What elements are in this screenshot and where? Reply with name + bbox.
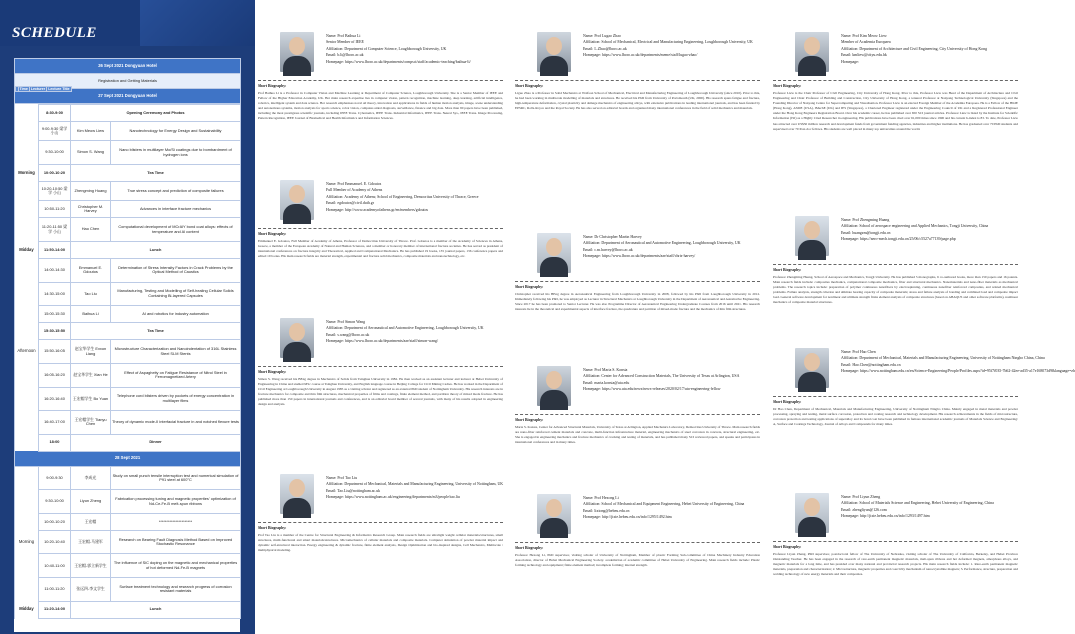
speaker-name: Name: Prof Hao Chen: [841, 350, 876, 354]
bio-heading: Short Biography:: [258, 370, 287, 374]
session-cell: Midday: [15, 241, 39, 258]
speaker-bio: Prof Baihua Li is a Professor in Computer Vision and Machine Learning at Department of Computer Science, Loughborough University. She is a Senior Member of IEEE and Fellow of the Higher Education Academy, UK. Her main research expertise lies in computer vision, pattern recognition, machine learning, deep learning, artificial intelligence, robotics, intelligent system and data science. Her research emphasises novel AI theory, innovation and applications in fields of human motion analysis, image, scene understanding and autonomous systems, motion analysis for sports science, robot vision, computer-aided diagnosis, surveillance, finance and big data. More than 90 papers have been published, including the most prestigious scientific journals, including IEEE Trans. Cybernetics, IEEE Trans. Industrial Informatics, IEEE Trans. Neural Sys., IEEE Trans. Image Processing, Pattern Recognition, IEEE Journal of Biomedical and Health Informatics and Information Sciences.: [258, 91, 503, 121]
time-cell: 9:00-9:30: [39, 466, 71, 490]
speaker-info: [326, 181, 501, 213]
speaker-bio: Professor Liyun Zheng, PhD supervisor, postdoctoral fellow of The University of Nebraska, visiting scholar of The University of California, Berkeley, and Hebei Province Outstanding Teacher. He has been engaged in the research of rare-earth permanent magnetic materials, melt-spun ribbons and hot deformed magnets, amorphous alloys, and magnetic materials for a long time, and has presided over many national and provincial research projects. His main research fields include: 1. Rare-earth permanent magnetic materials, preparation and characterization; 2. Microstructure, magnetic properties and coercivity mechanism of nanocrystalline magnets; 3. Performance, structure, preparation and welding technology of new energy materials and their composites.: [773, 552, 1018, 577]
lecturer-cell: 王宏帽-郭立新学生: [71, 554, 111, 578]
schedule-panel: [0, 0, 255, 634]
lecture-title-cell: **********************: [111, 513, 241, 530]
speaker-detail: Affiliation: Department of Aeronautical and Automotive Engineering, Loughborough University, UK: [583, 241, 741, 246]
speaker-photo: [537, 32, 571, 72]
schedule-row: [15, 601, 241, 618]
speaker-detail: Full Member of Academy of Athens: [326, 188, 383, 193]
lecture-title-cell: Nanotechnology for Energy Design and Sustainability: [111, 122, 241, 141]
session-cell: [15, 282, 39, 306]
speaker-bio: Professor Hexong Li, PhD supervisor, visiting scholar of University of Nottingham, Member of plastic Forming Sub-committee of China Machinery Industry Education Association, director of Hebei Mechanical Engineering Society. academician of academic committee of Hebei University of Engineering. Main research fields include: Plastic forming technology and equipment; finite element method; incomplete forming; internal strength.: [515, 553, 760, 568]
time-cell: 11:00-11:20: [39, 578, 71, 602]
time-cell: 11:50-14:00: [39, 241, 71, 258]
speaker-name: Name: Prof Lugao Zhao: [583, 34, 621, 38]
lecturer-cell: 赵宝华学生 Xian He: [71, 363, 111, 387]
speaker-photo: [537, 366, 571, 406]
speaker-photo: [537, 494, 571, 534]
speaker-bio: Professor Zhengming Huang, School of Aerospace and Mechanics, Tongji University. He has published 5 monographs, 6 co-authored books, more than 150 papers and 16 patents. Main research fields include: composites mechanics, computational composite mechanics, fiber and structural mechanics. Nanomaterials and nano-fiber materials as mechanical problems. The research topics include: preparation of polymer continuous nanofibers by electrospinning, continuous nanofiber reinforced composites, and related mechanical problems. Failure analysis, strength criterion and ultimate bearing capacity of composite materials; stress and failure analysis of bonding and combined load and composite impact load. General software development for nonlinear and ultimate strength finite element analysis of composite structures (based on ABAQUS and other software platforms), nonlinear mechanics of composite material structures.: [773, 275, 1018, 305]
column-header-time: Time: [19, 87, 28, 91]
speaker-detail: Affiliation: Department of Mechanical, Materials and Manufacturing Engineering, University of Nottingham, UK: [326, 482, 504, 487]
bio-heading: Short Biography:: [515, 546, 544, 550]
schedule-row: [15, 466, 241, 490]
time-cell: 9:00-9:30 梁学 小山: [39, 122, 71, 141]
speaker-detail[interactable]: Homepage: https://aero-mech.tongji.edu.cn/25/06/c5527a77139/page.php: [841, 237, 956, 242]
lecturer-cell: 王宏帽学生 Tianyu Chen: [71, 411, 111, 435]
lecture-title-cell: Research on Bearing Fault Diagnosis Method Based on Improved Stochastic Resonance: [111, 530, 241, 554]
schedule-row: [15, 122, 241, 141]
schedule-row: [15, 218, 241, 242]
speaker-detail: Affiliation: Department of Mechanical, Materials and Manufacturing Engineering, University of Nottingham Ningbo China, China: [841, 356, 1045, 361]
speaker-name: Name: Dr Christopher Martin Harvey: [583, 235, 642, 239]
lecture-title-cell: Surface treatment technology and research progress of corrosion resistant materials: [111, 578, 241, 602]
schedule-table: [14, 58, 241, 619]
time-cell: 10:40-11:00: [39, 554, 71, 578]
session-cell: Midday: [15, 601, 39, 618]
divider: [515, 414, 760, 415]
session-cell: [15, 578, 39, 602]
schedule-row: [15, 241, 241, 258]
time-cell: 18:00: [39, 434, 71, 451]
time-cell: 8:30-9:00: [39, 104, 71, 121]
speaker-detail[interactable]: Email: b.li@lboro.ac.uk: [326, 53, 364, 58]
speaker-photo: [537, 233, 571, 273]
session-cell: Morning: [15, 530, 39, 554]
speakers-column-3: [773, 28, 1075, 628]
session-cell: [15, 201, 39, 218]
session-cell: [15, 387, 39, 411]
schedule-row: [15, 578, 241, 602]
time-cell: 14:30-15:00: [39, 282, 71, 306]
lecture-title-cell: True stress concept and prediction of composite failures: [111, 182, 241, 201]
speaker-name: Name: Prof Zhengming Huang: [841, 218, 890, 222]
speaker-detail[interactable]: Email: maria.konsta@uta.edu: [583, 380, 630, 385]
speaker-detail: Affiliation: Academy of Athens; School of Engineering, Democritus University of Thrace, Greece: [326, 194, 479, 199]
speaker-detail[interactable]: Email: c.m.harvey@lboro.ac.uk: [583, 247, 633, 252]
time-cell: 16:40-17:00: [39, 411, 71, 435]
time-cell: 9:30-10:00: [39, 490, 71, 514]
schedule-title: SCHEDULE: [12, 25, 97, 41]
speaker-detail[interactable]: Homepage: http://jixie.hebeu.edu.cn/info/1293/1497.htm: [841, 514, 930, 519]
speaker-detail: Affiliation: Department of Architecture and Civil Engineering, City University of Hong Kong: [841, 46, 988, 51]
speaker-bio: Professor Liew is the Chair Professor of Civil Engineering, City University of Hong Kong. Prior to this, Professor Liew was Head of the Department of Architecture and Civil Engineering and Chair Professor of Building and Construction, City University of Hong Kong, a tenured Professor at Nanyang Technological University (Singapore) and the Founding Director of Nanyang Centre for Supercomputing and Visualisation. Professor Liew is an elected Foreign Member of the Academia Europaea. He is a Fellow of the HKIE (Hong Kong), ASME (USA), IMechE (UK) and IES (Singapore), a Chartered Engineer registered under the Engineering Council of UK and a Registered Professional Engineer under the Hong Kong Engineers Registration Board. Over his academic career, he has published over 650 SCI journal articles. Professor Liew is listed by the Institute for Scientific Information (ISI) as a Highly Cited Researcher in engineering. His publications have been cited over 61,000 times since 1990 and his current h-index is 83. To date, Professor Liew has attracted over US$30 million research and development funds from government funding agencies, industries and higher institutions. He has graduated over 70 PhD students and supervised over 70 Post-doc fellows. His students are well placed in many top universities around the world.: [773, 91, 1018, 131]
lecture-title-cell: Effect of Aspagheity on Fatigue Resistance of Nitrol Steel in Ferromagnetized Artery: [111, 363, 241, 387]
speaker-detail: Affiliation: Center for Advanced Construction Materials, The University of Texas at Arlington, USA: [583, 374, 740, 379]
speaker-detail[interactable]: Homepage: http://jixie.hebeu.edu.cn/info/1295/1492.htm: [583, 515, 672, 520]
session-cell: [15, 259, 39, 283]
time-cell: 15:00-15:30: [39, 306, 71, 323]
schedule-sheet: [14, 58, 240, 632]
schedule-row: [15, 141, 241, 165]
lecturer-cell: Zhengming Huang: [71, 182, 111, 201]
time-cell: 10:20-10:50 梁学 小山: [39, 182, 71, 201]
schedule-row: [15, 201, 241, 218]
time-cell: 16:05-16:20: [39, 363, 71, 387]
speaker-name: Name: Prof Kim Meow Liew: [841, 34, 887, 38]
schedule-row: [15, 411, 241, 435]
speaker-photo: [795, 493, 829, 533]
speaker-bio: Simon S. Wang received his BEng degree in Mechanics of Solids from Tsinghua University in 1982. He then worked as an assistant lecturer and lecturer at Hebei University of Engineering in China and studied MSc course at Tsinghua University, and English language course in Beijing College for Civil Mining Cadres. He has worked in the Department of Civil Engineering at Loughborough University in August 1985 as a visiting scholar and registered as an external PhD student of Nottingham University. His research interests are in fracture mechanics for composite and thin film structures, mechanical properties of films and coatings, finite element method, and partition theory of mixed mode fracture. He has published more than 150 papers in international journals and conferences, and is an editorial board member of several journals, with many of his results adopted in engineering design and analysis.: [258, 377, 503, 407]
speaker-detail[interactable]: Email: egdoutos@civil.duth.gr: [326, 201, 374, 206]
session-cell: [15, 513, 39, 530]
schedule-row: [15, 530, 241, 554]
speaker-bio: Christopher received his BEng degree in Aeronautical Engineering from Loughborough University in 2008, followed by his PhD from Loughborough University in 2012. Immediately following his PhD, he was employed as Lecturer in Structural Mechanics at Loughborough University in the Department of Aeronautical and Automotive Engineering. Since 2017 he has been promoted to Senior Lecturer. He was also Programme Director of Aeronautical Engineering Undergraduate Courses from 2016 until 2021. His research interests lie in the theoretical and experimental aspects of interface fracture, the quadrature and partition of mixed-mode fracture and the mechanics of thin film structures.: [515, 292, 760, 312]
speaker-photo: [795, 32, 829, 72]
session-cell: [15, 218, 39, 242]
divider: [515, 542, 760, 543]
divider: [258, 522, 503, 523]
speaker-name: Name: Prof Emmanuel. E. Gdoutos: [326, 182, 382, 186]
row-label: 26 Sept 2021 Dongyuan Hotel: [15, 59, 241, 74]
time-cell: 11:20-11:50 梁学 小山: [39, 218, 71, 242]
speaker-info: [583, 495, 758, 521]
time-cell: 15:30-15:50: [39, 323, 71, 340]
speaker-detail[interactable]: Email: kmliew@cityu.edu.hk: [841, 53, 887, 58]
speaker-detail: Affiliation: School of Mechanical and Equipment Engineering, Hebei University of Engineering, China: [583, 502, 745, 507]
schedule-row: [15, 387, 241, 411]
divider: [773, 80, 1018, 81]
lecturer-cell: 王宏帽学生 Bo Yuan: [71, 387, 111, 411]
schedule-row: [15, 104, 241, 121]
lecture-title-cell: Theory of dynamic mode-II interfacial fracture in and notched flexure tests: [111, 411, 241, 435]
speaker-bio: Emmanuel E. Gdoutos, Full Member of Academy of Athens, Professor of Democritus University of Thrace. Prof. Gdoutos is a member of the Academy of Sciences in Athens, Greece, a member of the European Academy of Natural and Human Sciences, and a member or honorary member of international fracture societies. He has served as president of international conferences on fracture integrity and Theoretical, Applied and Computational Mechanics. He has published 19 books, 135 journal papers, 136 conference papers and edited 19 books. His main research fields are material strength, experimental and fracture solid mechanics, composite materials and nanotechnology, etc.: [258, 239, 503, 259]
lecturer-cell: 张远四-李文学生: [71, 578, 111, 602]
schedule-row: [15, 554, 241, 578]
speaker-photo: [795, 216, 829, 256]
divider: [773, 264, 1018, 265]
speaker-info: [841, 33, 1016, 65]
schedule-row: [15, 282, 241, 306]
speaker-detail: Affiliation: Department of Aeronautical and Automotive Engineering, Loughborough University, UK: [326, 326, 484, 331]
speaker-detail[interactable]: Homepage: https://www.lboro.ac.uk/departments/compsci/staff/academic-teaching/baihua-li/: [326, 59, 471, 64]
speaker-info: [583, 33, 758, 59]
bio-heading: Short Biography:: [515, 285, 544, 289]
divider: [258, 80, 503, 81]
bio-heading: Short Biography:: [515, 84, 544, 88]
event-cell: Tea Time: [71, 164, 241, 181]
event-cell: Opening Ceremony and Photos: [71, 104, 241, 121]
divider: [773, 396, 1018, 397]
speaker-bio: Dr Hao Chen, Department of Mechanical, Materials and Manufacturing Engineering, University of Nottingham Ningbo China. Mainly engaged in metal materials and powder processing, spraying and testing, metal surface corrosion, protection and coating research and technology development. His research achievements in the fields of microstructure, corrosion protection and testing applications of superalloy and its bond coat have been published in famous international academic journals of Materials Science and Engineering: A, Surface and Coatings Technology, Journal of Alloys and Compounds for many times.: [773, 407, 1018, 427]
speaker-detail: Homepage:: [841, 59, 859, 64]
lecturer-cell: Emmanuel E. Gdoutos: [71, 259, 111, 283]
speaker-detail: Affiliation: Department of Computer Science, Loughborough University, UK: [326, 46, 447, 51]
lecture-title-cell: Telephone cord blisters driven by pockets of energy concentration in multilayer films: [111, 387, 241, 411]
date-header-row: [15, 59, 241, 74]
time-cell: 10:00-10:20: [39, 513, 71, 530]
row-label: 27 Sept 2021 Dongyuan Hotel: [15, 88, 241, 103]
session-cell: [15, 490, 39, 514]
schedule-row: [15, 164, 241, 181]
time-cell: 11:20-14:00: [39, 601, 71, 618]
speaker-detail[interactable]: Homepage: https://www.nottingham.edu.cn/en/Science-Engineering/People/Profiles.aspx?id=95f7f035-7b62-42ee-ad35-a17e168073d9&language=zh: [841, 369, 1075, 374]
lecturer-cell: Simon S. Wang: [71, 141, 111, 165]
lecturer-cell: Hao Chen: [71, 218, 111, 242]
speaker-detail: Affiliation: School of Mechanical, Electrical and Manufacturing Engineering, Loughborough University, UK: [583, 40, 753, 45]
session-cell: [15, 104, 39, 121]
session-cell: Morning: [15, 164, 39, 181]
speaker-info: [583, 367, 758, 393]
lecture-title-cell: The influence of SiC doping on the magnetic and mechanical properties of hot deformed Nd-Fe-B magnets: [111, 554, 241, 578]
event-cell: Lunch: [71, 241, 241, 258]
speaker-info: [326, 319, 501, 345]
time-cell: 15:50-16:05: [39, 340, 71, 364]
speakers-column-1: [258, 28, 503, 628]
speaker-info: [841, 349, 1075, 375]
schedule-row: [15, 434, 241, 451]
speaker-photo: [280, 180, 314, 220]
speaker-name: Name: Prof Hexong Li: [583, 496, 619, 500]
lecturer-cell: 李成光: [71, 466, 111, 490]
speaker-photo: [280, 318, 314, 358]
bio-heading: Short Biography:: [258, 232, 287, 236]
session-cell: [15, 141, 39, 165]
lecture-title-cell: Microstructure Characterization and Nanoindentation of 316L Stainless Steel SLM Stents: [111, 340, 241, 364]
session-cell: [15, 306, 39, 323]
event-cell: Dinner: [71, 434, 241, 451]
lecture-title-cell: Computational development of MCrAlY bond coat alloys: effects of temperature and Al content: [111, 218, 241, 242]
time-cell: 10:00-10:20: [39, 164, 71, 181]
speaker-detail[interactable]: Homepage: https://www.uta.edu/news/news-releases/2020/02/17/uta-engineering-fellow: [583, 387, 721, 392]
speaker-name: Name: Prof Tao Liu: [326, 476, 358, 480]
speaker-detail[interactable]: Email: Hao.Chen@nottingham.edu.cn: [841, 362, 901, 367]
time-cell: 14:00-14:30: [39, 259, 71, 283]
lecture-title-cell: Determination of Stress Intensity Factors in Crack Problems by the Optical Method of Caustics: [111, 259, 241, 283]
speaker-name: Name: Prof Baihua Li: [326, 34, 361, 38]
speaker-bio: Maria S. Konsta, Center for Advanced Structural Materials, University of Texas at Arlington, Applied Mechanics Laboratory, Democritus University of Thrace. Main research fields are nano-fiber reinforced cement materials and concrete, multi-function infrastructure material, engineering mechanics of steel corrosion in concrete, structural engineering, etc. She is engaged in engineering mechanics and fracture mechanics of cracking and testing of materials, and has published many SCI reviewed papers, and speaks and participates in international conferences and in many times.: [515, 425, 760, 445]
session-cell: [15, 411, 39, 435]
session-cell: [15, 323, 39, 340]
speaker-detail[interactable]: Homepage: https://www.nottingham.ac.uk/engineering/departments/m3/people/tao.liu: [326, 495, 460, 500]
speaker-detail[interactable]: Email: Tao.Liu@nottingham.ac.uk: [326, 488, 381, 493]
lecture-title-cell: Manufacturing, Testing and Modelling of Self-healing Cellular Solids Containing Bi-layered Capsules: [111, 282, 241, 306]
speaker-photo: [795, 348, 829, 388]
lecturer-cell: 王宏帽-马建军: [71, 530, 111, 554]
speaker-detail: Affiliation: School of aerospace engineering and Applied Mechanics, Tongji University, China: [841, 224, 989, 229]
session-cell: [15, 554, 39, 578]
session-cell: Afternoon: [15, 340, 39, 364]
time-cell: 9:30-10:00: [39, 141, 71, 165]
lecture-title-cell: Study on small punch tensile interruption test and numerical simulation of P91 steel at 600°C: [111, 466, 241, 490]
schedule-row: [15, 513, 241, 530]
row-label: Registration and Getting Materials: [15, 73, 241, 88]
session-cell: [15, 434, 39, 451]
divider: [258, 366, 503, 367]
speaker-photo: [280, 32, 314, 72]
lecture-title-cell: Advances in interface fracture mechanics: [111, 201, 241, 218]
speaker-detail: Senior Member of IEEE: [326, 40, 364, 45]
divider: [773, 541, 1018, 542]
column-header-row: [15, 86, 260, 101]
schedule-row: [15, 363, 241, 387]
lecturer-cell: Baihua Li: [71, 306, 111, 323]
bio-heading: Short Biography:: [258, 526, 287, 530]
divider: [515, 80, 760, 81]
session-cell: [15, 466, 39, 490]
speaker-name: Name: Prof Maria S. Konsta: [583, 368, 628, 372]
event-cell: Lunch: [71, 601, 241, 618]
speaker-detail[interactable]: Email: huangzm@tongji.edu.cn: [841, 230, 891, 235]
speaker-info: [841, 217, 1016, 243]
lecture-title-cell: AI and robotics for industry automation: [111, 306, 241, 323]
date-header-row: [15, 451, 241, 466]
speaker-info: [326, 475, 504, 501]
column-header-lecturer: Lecturer: [30, 87, 46, 91]
speaker-detail[interactable]: Email: L.Zhao@lboro.ac.uk: [583, 46, 627, 51]
lecture-title-cell: Fabrication processing tuning and magnetic properties' optimization of Nd-Ce-Fe-B melt-spun ribbons: [111, 490, 241, 514]
speaker-info: [326, 33, 501, 65]
lecturer-cell: 赵宝华学生 Exxon Liang: [71, 340, 111, 364]
header-band-accent: [140, 0, 255, 46]
time-cell: 10:50-11:20: [39, 201, 71, 218]
speaker-info: [841, 494, 1016, 520]
speaker-detail: Member of Academia Europaea: [841, 40, 891, 45]
schedule-row: [15, 323, 241, 340]
session-cell: [15, 363, 39, 387]
lecturer-cell: Kim Meow Liew: [71, 122, 111, 141]
lecturer-cell: Liyun Zheng: [71, 490, 111, 514]
speaker-detail[interactable]: Homepage: https://www.lboro.ac.uk/departments/meme/staff/lugao-zhao/: [583, 53, 698, 58]
bio-heading: Short Biography:: [773, 268, 802, 272]
speaker-detail[interactable]: Homepage: https://www.lboro.ac.uk/departments/aae/staff/chris-harvey/: [583, 254, 696, 259]
lecture-title-cell: Nano blisters in multilayer Mo/Si coatings due to bombardment of hydrogen ions: [111, 141, 241, 165]
schedule-row: [15, 306, 241, 323]
divider: [258, 228, 503, 229]
speaker-info: [583, 234, 758, 260]
bio-heading: Short Biography:: [773, 400, 802, 404]
event-cell: Tea Time: [71, 323, 241, 340]
bio-heading: Short Biography:: [773, 545, 802, 549]
speaker-bio: Liguo Zhao is a Professor in Solid Mechanics at Wolfson School of Mechanical, Electrical and Manufacturing Engineering of Loughborough University (since 2010). Prior to this, he had been working in multiscale modelling of materials and structures. He received his PhD from University of Portsmouth (UK, 2000). His research spans fatigue and fracture, high-temperature deformation, crystal plasticity and damage mechanics of engineering alloys, with extensive publications in leading international journals, and has been funded by EPSRC, Rolls-Royce and the Royal Society. He has also served on editorial boards and organized many international conferences in the field of solid mechanics and materials.: [515, 91, 760, 111]
speaker-photo: [280, 474, 314, 514]
schedule-row: [15, 182, 241, 201]
time-cell: 16:20-16:40: [39, 387, 71, 411]
speaker-detail[interactable]: Homepage: https://www.lboro.ac.uk/departments/aae/staff/simon-wang/: [326, 339, 439, 344]
schedule-row: [15, 340, 241, 364]
speaker-detail[interactable]: Email: s.wang@lboro.ac.uk: [326, 332, 370, 337]
speaker-name: Name: Prof Liyun Zheng: [841, 495, 881, 499]
lecturer-cell: 王宏帽: [71, 513, 111, 530]
speaker-detail[interactable]: Homepage: http://www.academyofathens.gr/en/members/gdoutos: [326, 207, 429, 212]
bio-heading: Short Biography:: [258, 84, 287, 88]
column-header-title: Lecture Title: [48, 87, 70, 91]
schedule-row: [15, 490, 241, 514]
session-cell: [15, 122, 39, 141]
speaker-detail[interactable]: Email: zhengliyun@126.com: [841, 507, 887, 512]
speakers-column-2: [515, 28, 760, 628]
speaker-detail: Affiliation: School of Materials Science and Engineering, Hebei University of Engineering, China: [841, 501, 994, 506]
time-cell: 10:20-10:40: [39, 530, 71, 554]
schedule-row: [15, 259, 241, 283]
session-cell: [15, 182, 39, 201]
speaker-detail[interactable]: Email: lixiong@hebeu.edu.cn: [583, 508, 630, 513]
bio-heading: Short Biography:: [515, 418, 544, 422]
speaker-bio: Prof Tao Liu is a member of the Centre for Structural Engineering & Informatics Research Group. Main research fields are ultralight weight cellular materials/structures, small structures, multi-functional and smart materials/structures. Micromechanics of cellular materials and composite materials. Computer simulation of powder material impact and dynamic self-structural interaction. Energy engineering & dynamic fracture, finite element analysis, Design Optimization and bio-inspired designs, Cell Mechanics, Multiscale / multiphysical modeling.: [258, 533, 503, 553]
divider: [515, 281, 760, 282]
row-label: 28 Sept 2021: [15, 451, 241, 466]
bio-heading: Short Biography:: [773, 84, 802, 88]
speaker-name: Name: Prof Simon Wang: [326, 320, 366, 324]
lecturer-cell: Tao Liu: [71, 282, 111, 306]
lecturer-cell: Christopher M. Harvey: [71, 201, 111, 218]
